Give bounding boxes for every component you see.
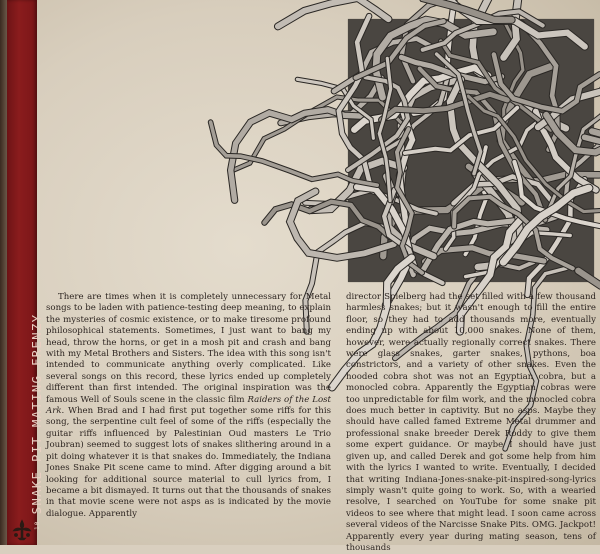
binding-gutter xyxy=(0,0,7,545)
song-title: SNAKE PIT MATING FRENZY xyxy=(29,313,44,515)
vertical-song-title xyxy=(29,314,44,530)
article-text-left-1: There are times when it is completely unnecessary for Metal songs to be laden with patience-testing deep meaning, to explain the mysteries of cosmic existence, or to make tiresome profound philosophical statements. Sometimes, I just want to bang my head, throw the horns, or get in a mosh pit and crash and bang with my Metal Brothers and Sisters. The idea with this song isn't intended to communicate anything overly complicated. Like several songs on this record, these lyrics ended up completely different than first intended. The original inspiration was the famous Well of Souls scene in the classic film xyxy=(46,292,331,405)
side-title-band xyxy=(7,0,44,545)
film-title: Raiders of the Lost Ark xyxy=(46,394,332,417)
article-text-left-2: . When Brad and I had first put together some riffs for this song, the serpentine cult feel of some of the riffs (especially the guitar riffs influenced by Palestinian Oud masters Le Trio Joubran) seemed to suggest lots of snakes slithering around in a pit doing whatever it is that snakes do. Immediately, the Indiana Jones Snake Pit scene came to mind. After digging around a bit looking for additional source material to cull lyrics from, I became a bit dismayed. It turns out that the thousands of snakes in that movie scene were not asps as is indicated by the movie dialogue. Apparently xyxy=(46,406,331,519)
article-column-right xyxy=(346,292,596,554)
snake-pit-photo xyxy=(348,19,594,282)
snake-pit-image xyxy=(348,19,594,282)
article-column-left xyxy=(46,292,331,520)
fleur-ornament-icon xyxy=(10,518,34,542)
snake-body xyxy=(278,0,389,26)
article-text-right: director Spielberg had the set filled with a few thousand harmless snakes; but it wasn't enough to fill the entire floor, so they had to add thousands more, eventually ending up with about 10,000 snakes. None of them, however, were actually regionally correct snakes. There were glass snakes, garter snakes, pythons, boa constrictors, and a variety of other snakes. Even the hooded cobra shot was not an Egyptian cobra, but a monocled cobra. Apparently the Egyptian cobras were too unpredictable for film work, and the monocled cobra does much better in captivity. But no asps. Maybe they should have called famed Extreme Metal drummer and professional snake breeder Derek Roddy to give them some expert guidance. Or maybe I should have just given up, and called Derek and got some help from him with the lyrics I wanted to write. Eventually, I decided that writing Indiana-Jones-snake-pit-inspired-song-lyrics simply wasn't quite going to work. So, with a wearied resolve, I searched on YouTube for some snake pit videos to see where that might lead. I soon came across several videos of the Narcisse Snake Pits. OMG. Jackpot! Apparently every year during mating season, tens of thousands xyxy=(346,292,596,553)
page-number: 10 xyxy=(34,520,41,530)
